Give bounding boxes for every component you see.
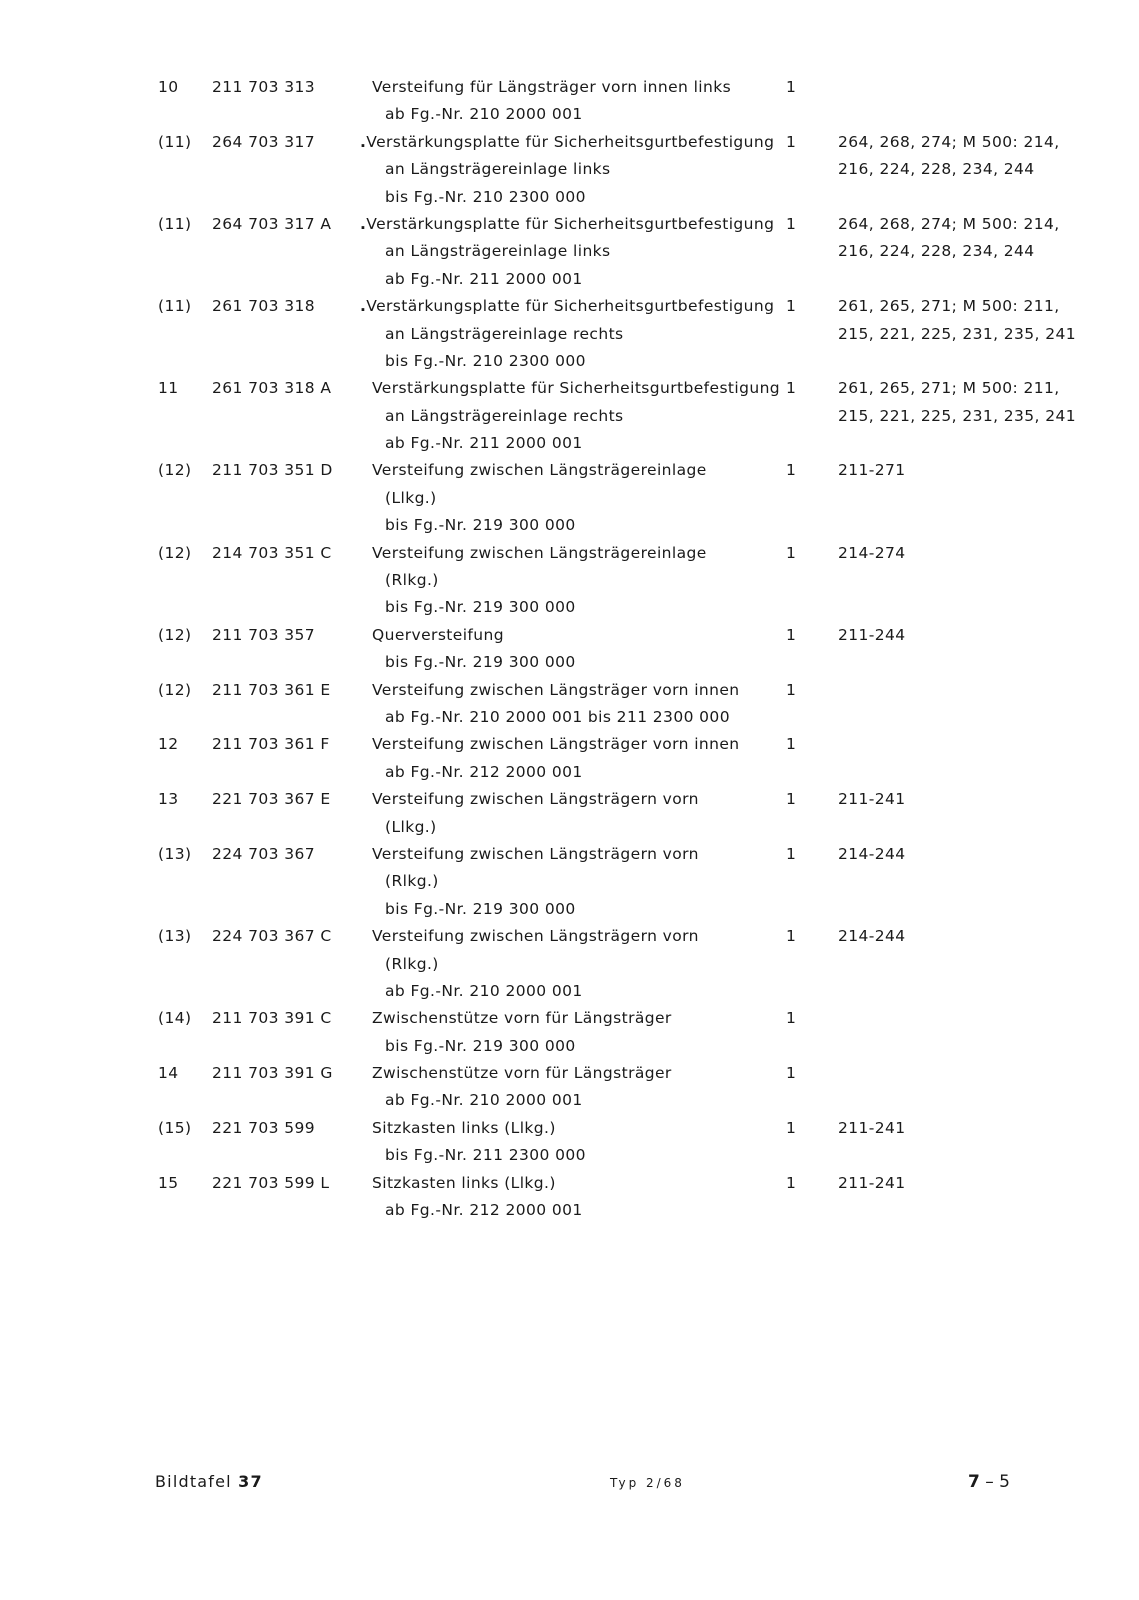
- quantity: 1: [786, 1118, 797, 1137]
- model-note: 215, 221, 225, 231, 235, 241: [838, 324, 1076, 343]
- quantity: 1: [786, 461, 797, 480]
- position-number: (12): [158, 625, 192, 644]
- description: Versteifung zwischen Längsträger vorn innen: [372, 735, 740, 754]
- row-line: [158, 814, 1078, 841]
- row-line: [158, 731, 1078, 758]
- quantity: 1: [786, 927, 797, 946]
- model-note: 215, 221, 225, 231, 235, 241: [838, 406, 1076, 425]
- description-continuation: an Längsträgereinlage links: [385, 242, 611, 261]
- part-number: 261 703 318: [212, 297, 316, 316]
- position-number: 11: [158, 379, 179, 398]
- row-line: [158, 786, 1078, 813]
- quantity: 1: [786, 790, 797, 809]
- quantity: 1: [786, 543, 797, 562]
- description: Versteifung zwischen Längsträgern vorn: [372, 927, 699, 946]
- description-continuation: (Rlkg.): [385, 571, 439, 590]
- model-note: 211-241: [838, 1173, 906, 1192]
- quantity: 1: [786, 680, 797, 699]
- model-note: 261, 265, 271; M 500: 211,: [838, 379, 1060, 398]
- plate-reference: [155, 1472, 263, 1491]
- row-line: [158, 293, 1078, 320]
- row-line: [158, 485, 1078, 512]
- row-line: [158, 129, 1078, 156]
- description-continuation: bis Fg.-Nr. 211 2300 000: [385, 1146, 586, 1165]
- description-continuation: an Längsträgereinlage rechts: [385, 406, 624, 425]
- sub-assembly-dot: .: [360, 132, 367, 151]
- row-line: [158, 677, 1078, 704]
- table-row: [158, 622, 1078, 677]
- model-note: 214-244: [838, 844, 906, 863]
- description: Querversteifung: [372, 625, 504, 644]
- row-line: [158, 622, 1078, 649]
- description-continuation: bis Fg.-Nr. 219 300 000: [385, 899, 576, 918]
- quantity: 1: [786, 1173, 797, 1192]
- description-continuation: ab Fg.-Nr. 211 2000 001: [385, 269, 583, 288]
- row-line: [158, 841, 1078, 868]
- row-line: [158, 704, 1078, 731]
- row-line: [158, 1087, 1078, 1114]
- page-number: [968, 1472, 1010, 1492]
- row-line: [158, 567, 1078, 594]
- row-line: [158, 348, 1078, 375]
- row-line: [158, 868, 1078, 895]
- part-number: 221 703 599: [212, 1118, 316, 1137]
- position-number: (12): [158, 461, 192, 480]
- row-line: [158, 978, 1078, 1005]
- table-row: [158, 923, 1078, 1005]
- row-line: [158, 211, 1078, 238]
- row-line: [158, 594, 1078, 621]
- part-number: 211 703 313: [212, 78, 316, 96]
- position-number: (11): [158, 297, 192, 316]
- position-number: 13: [158, 790, 179, 809]
- model-note: 261, 265, 271; M 500: 211,: [838, 297, 1060, 316]
- row-line: [158, 896, 1078, 923]
- description-continuation: (Rlkg.): [385, 872, 439, 891]
- description: Versteifung zwischen Längsträgern vorn: [372, 844, 699, 863]
- parts-list: [158, 74, 1078, 1224]
- description-text: Verstärkungsplatte für Sicherheitsgurtbefestigung: [366, 214, 775, 233]
- quantity: 1: [786, 132, 797, 151]
- row-line: [158, 184, 1078, 211]
- table-row: [158, 677, 1078, 732]
- quantity: 1: [786, 625, 797, 644]
- row-line: [158, 1142, 1078, 1169]
- row-line: [158, 156, 1078, 183]
- model-note: 216, 224, 228, 234, 244: [838, 160, 1035, 179]
- row-line: [158, 1033, 1078, 1060]
- description: Sitzkasten links (Llkg.): [372, 1118, 556, 1137]
- row-line: [158, 1060, 1078, 1087]
- row-line: [158, 266, 1078, 293]
- table-row: [158, 540, 1078, 622]
- position-number: 12: [158, 735, 179, 754]
- description-continuation: (Rlkg.): [385, 954, 439, 973]
- position-number: (12): [158, 680, 192, 699]
- model-note: 211-241: [838, 1118, 906, 1137]
- table-row: [158, 74, 1078, 129]
- description-continuation: ab Fg.-Nr. 210 2000 001: [385, 105, 583, 124]
- row-line: [158, 375, 1078, 402]
- description: [360, 129, 774, 156]
- model-note: 264, 268, 274; M 500: 214,: [838, 214, 1060, 233]
- sub-assembly-dot: .: [360, 297, 367, 316]
- description-continuation: ab Fg.-Nr. 212 2000 001: [385, 762, 583, 781]
- description-continuation: bis Fg.-Nr. 219 300 000: [385, 598, 576, 617]
- quantity: 1: [786, 1009, 797, 1028]
- part-number: 211 703 391 C: [212, 1009, 332, 1028]
- description-continuation: (Llkg.): [385, 817, 437, 836]
- description: Zwischenstütze vorn für Längsträger: [372, 1009, 672, 1028]
- sub-assembly-dot: .: [360, 214, 367, 233]
- quantity: 1: [786, 297, 797, 316]
- position-number: (11): [158, 132, 192, 151]
- position-number: 14: [158, 1064, 179, 1083]
- table-row: [158, 786, 1078, 841]
- row-line: [158, 101, 1078, 128]
- table-row: [158, 293, 1078, 375]
- table-row: [158, 841, 1078, 923]
- table-row: [158, 1115, 1078, 1170]
- description-continuation: bis Fg.-Nr. 219 300 000: [385, 653, 576, 672]
- description-continuation: ab Fg.-Nr. 210 2000 001 bis 211 2300 000: [385, 707, 730, 726]
- quantity: 1: [786, 379, 797, 398]
- position-number: 15: [158, 1173, 179, 1192]
- row-line: [158, 540, 1078, 567]
- table-row: [158, 375, 1078, 457]
- position-number: (12): [158, 543, 192, 562]
- position-number: (15): [158, 1118, 192, 1137]
- quantity: 1: [786, 78, 797, 96]
- row-line: [158, 74, 1078, 101]
- description: [360, 293, 774, 320]
- row-line: [158, 321, 1078, 348]
- description: Versteifung zwischen Längsträgereinlage: [372, 461, 707, 480]
- model-note: 211-241: [838, 790, 906, 809]
- plate-label: Bildtafel: [155, 1472, 232, 1491]
- row-line: [158, 1005, 1078, 1032]
- part-number: 211 703 361 E: [212, 680, 331, 699]
- position-number: 10: [158, 78, 179, 96]
- part-number: 264 703 317: [212, 132, 316, 151]
- position-number: (11): [158, 214, 192, 233]
- quantity: 1: [786, 1064, 797, 1083]
- position-number: (13): [158, 927, 192, 946]
- description-continuation: ab Fg.-Nr. 210 2000 001: [385, 981, 583, 1000]
- page-group: 7: [968, 1472, 980, 1492]
- description: Versteifung für Längsträger vorn innen links: [372, 78, 732, 96]
- description-continuation: (Llkg.): [385, 488, 437, 507]
- model-note: 216, 224, 228, 234, 244: [838, 242, 1035, 261]
- description: [360, 211, 774, 238]
- part-number: 211 703 351 D: [212, 461, 333, 480]
- plate-number: 37: [238, 1472, 263, 1491]
- row-line: [158, 1197, 1078, 1224]
- table-row: [158, 457, 1078, 539]
- description: Zwischenstütze vorn für Längsträger: [372, 1064, 672, 1083]
- part-number: 211 703 357: [212, 625, 316, 644]
- description-continuation: bis Fg.-Nr. 210 2300 000: [385, 351, 586, 370]
- model-note: 211-271: [838, 461, 906, 480]
- part-number: 211 703 361 F: [212, 735, 330, 754]
- row-line: [158, 649, 1078, 676]
- type-label: Typ 2/68: [610, 1476, 685, 1490]
- table-row: [158, 211, 1078, 293]
- part-number: 221 703 367 E: [212, 790, 331, 809]
- row-line: [158, 1115, 1078, 1142]
- table-row: [158, 1005, 1078, 1060]
- position-number: (14): [158, 1009, 192, 1028]
- description-continuation: bis Fg.-Nr. 219 300 000: [385, 516, 576, 535]
- row-line: [158, 759, 1078, 786]
- position-number: (13): [158, 844, 192, 863]
- table-row: [158, 1170, 1078, 1225]
- page-separator: –: [985, 1472, 994, 1492]
- quantity: 1: [786, 735, 797, 754]
- description-text: Verstärkungsplatte für Sicherheitsgurtbefestigung: [366, 297, 775, 316]
- model-note: 264, 268, 274; M 500: 214,: [838, 132, 1060, 151]
- table-row: [158, 1060, 1078, 1115]
- row-line: [158, 923, 1078, 950]
- row-line: [158, 403, 1078, 430]
- row-line: [158, 512, 1078, 539]
- part-number: 221 703 599 L: [212, 1173, 330, 1192]
- part-number: 224 703 367: [212, 844, 316, 863]
- description-continuation: an Längsträgereinlage links: [385, 160, 611, 179]
- description-continuation: ab Fg.-Nr. 212 2000 001: [385, 1201, 583, 1220]
- part-number: 224 703 367 C: [212, 927, 332, 946]
- description: Versteifung zwischen Längsträgereinlage: [372, 543, 707, 562]
- table-row: [158, 129, 1078, 211]
- part-number: 211 703 391 G: [212, 1064, 333, 1083]
- description-continuation: an Längsträgereinlage rechts: [385, 324, 624, 343]
- part-number: 264 703 317 A: [212, 214, 332, 233]
- model-note: 211-244: [838, 625, 906, 644]
- page-footer: [0, 1472, 1139, 1502]
- row-line: [158, 1170, 1078, 1197]
- description-continuation: ab Fg.-Nr. 210 2000 001: [385, 1091, 583, 1110]
- model-note: 214-274: [838, 543, 906, 562]
- description: Sitzkasten links (Llkg.): [372, 1173, 556, 1192]
- part-number: 261 703 318 A: [212, 379, 332, 398]
- page-index: 5: [999, 1472, 1010, 1492]
- model-note: 214-244: [838, 927, 906, 946]
- description-continuation: bis Fg.-Nr. 219 300 000: [385, 1036, 576, 1055]
- quantity: 1: [786, 844, 797, 863]
- row-line: [158, 238, 1078, 265]
- description: Versteifung zwischen Längsträgern vorn: [372, 790, 699, 809]
- quantity: 1: [786, 214, 797, 233]
- row-line: [158, 430, 1078, 457]
- description-text: Verstärkungsplatte für Sicherheitsgurtbefestigung: [366, 132, 775, 151]
- part-number: 214 703 351 C: [212, 543, 332, 562]
- row-line: [158, 951, 1078, 978]
- description: Versteifung zwischen Längsträger vorn innen: [372, 680, 740, 699]
- description-continuation: ab Fg.-Nr. 211 2000 001: [385, 434, 583, 453]
- row-line: [158, 457, 1078, 484]
- description-continuation: bis Fg.-Nr. 210 2300 000: [385, 187, 586, 206]
- table-row: [158, 731, 1078, 786]
- description: Verstärkungsplatte für Sicherheitsgurtbefestigung: [372, 379, 781, 398]
